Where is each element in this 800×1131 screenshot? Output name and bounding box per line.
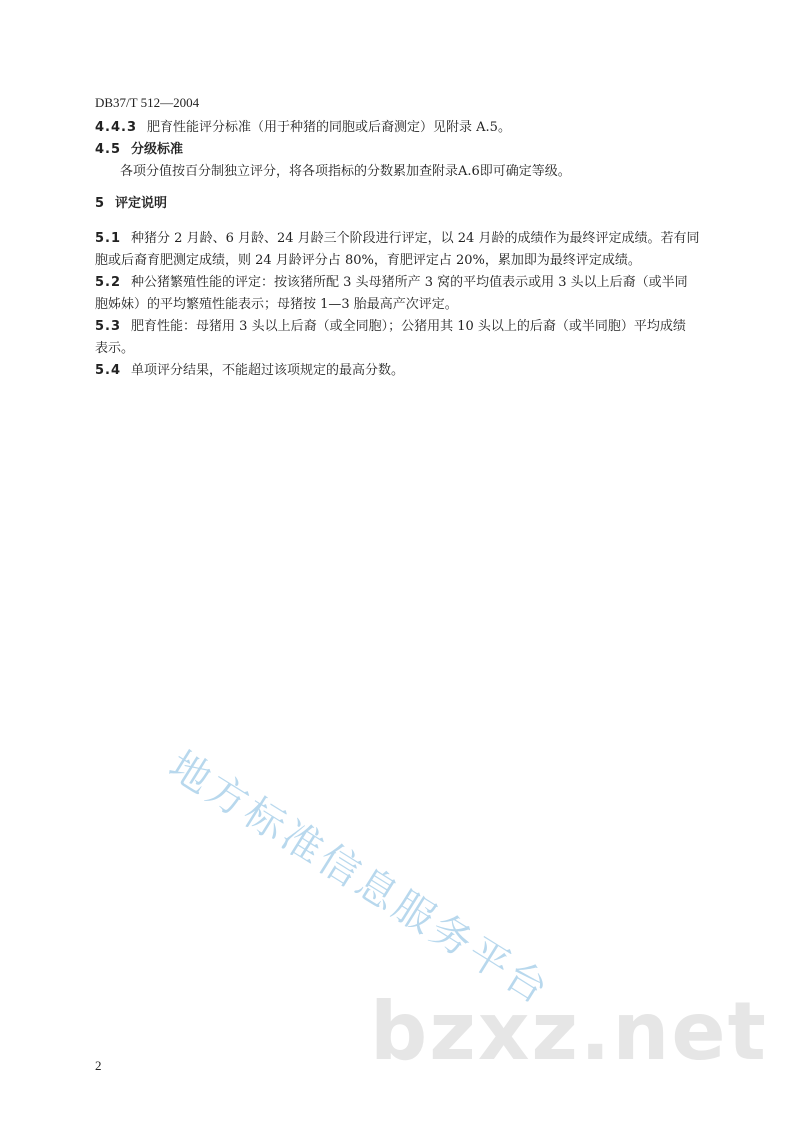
clause-number: 4.5 (95, 142, 122, 157)
clause-text-line1: 肥育性能：母猪用 3 头以上后裔（或全同胞）；公猪用其 10 头以上的后裔（或半同胞）平均成绩 (131, 319, 686, 334)
clause-number: 5.4 (95, 363, 122, 378)
clause-number: 5.2 (95, 275, 122, 290)
clause-4-5-heading (95, 139, 705, 161)
clause-text: 肥育性能评分标准（用于种猪的同胞或后裔测定）见附录 A.5。 (147, 120, 511, 135)
clause-text-line2: 表示。 (95, 341, 135, 356)
clause-number: 4.4.3 (95, 120, 138, 135)
section-5-heading (95, 193, 705, 215)
clause-text-line2: 胞姊妹）的平均繁殖性能表示；母猪按 1—3 胎最高产次评定。 (95, 297, 458, 312)
document-code: DB37/T 512—2004 (95, 95, 200, 110)
clause-5-2 (95, 272, 705, 294)
clause-text-line2: 胞或后裔育肥测定成绩，则 24 月龄评分占 80%，育肥评定占 20%，累加即为最终评定成绩。 (95, 253, 641, 268)
clause-number: 5.1 (95, 231, 122, 246)
clause-5-4 (95, 360, 705, 382)
clause-number: 5.3 (95, 319, 122, 334)
clause-5-3 (95, 316, 705, 338)
watermark-cn: 地方标准信息服务平台 (160, 742, 559, 1015)
clause-text: 各项分值按百分制独立评分，将各项指标的分数累加查附录A.6即可确定等级。 (120, 164, 571, 179)
clause-4-5-body (95, 161, 705, 183)
clause-4-4-3 (95, 117, 705, 139)
page-number: 2 (95, 1058, 102, 1073)
clause-5-1 (95, 228, 705, 250)
clause-text: 单项评分结果，不能超过该项规定的最高分数。 (131, 363, 405, 378)
clause-text-line1: 种公猪繁殖性能的评定：按该猪所配 3 头母猪所产 3 窝的平均值表示或用 3 头以上后裔（或半同 (131, 275, 688, 290)
section-number: 5 (95, 196, 106, 211)
watermark-site: bzxz.net (370, 985, 768, 1078)
section-heading: 评定说明 (115, 196, 168, 211)
clause-text-line1: 种猪分 2 月龄、6 月龄、24 月龄三个阶段进行评定，以 24 月龄的成绩作为最终评定成绩。若有同 (131, 231, 700, 246)
section-heading: 分级标准 (131, 142, 184, 157)
